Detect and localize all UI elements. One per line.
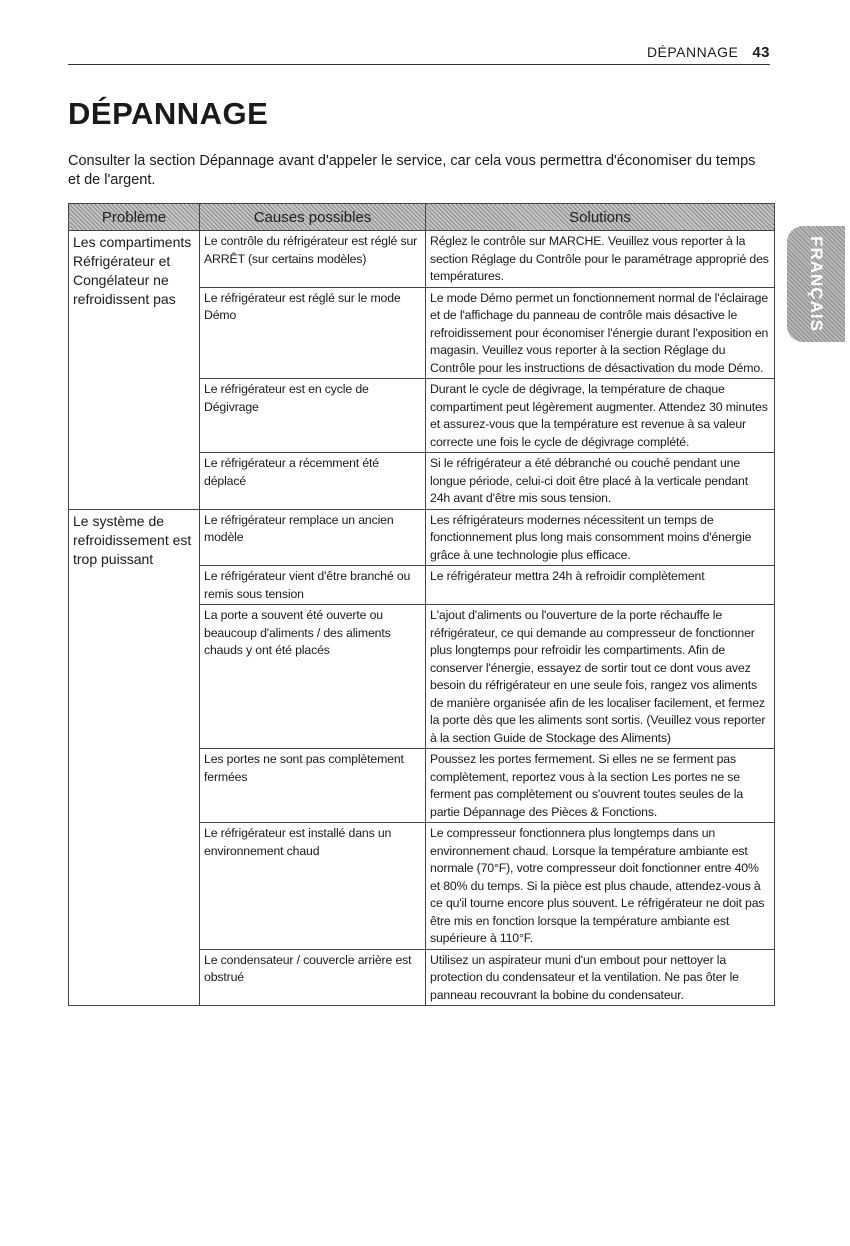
solution-cell: Durant le cycle de dégivrage, la température de chaque compartiment peut légèrement augmenter. Attendez 30 minutes et assurez-vous que la température est revenue à sa valeur correcte une fois le cycle de dégivrage complété. (426, 379, 775, 453)
running-header (68, 44, 770, 65)
solution-cell: Utilisez un aspirateur muni d'un embout pour nettoyer la protection du condensateur et la ventilation. Ne pas ôter le panneau recouvrant la bobine du condensateur. (426, 949, 775, 1006)
cause-cell: Le réfrigérateur est en cycle de Dégivrage (200, 379, 426, 453)
solution-cell: L'ajout d'aliments ou l'ouverture de la porte réchauffe le réfrigérateur, ce qui demande au compresseur de fonctionner plus longtemps pour refroidir les compartiments. Afin de conserver l'énergie, essayez de sortir tout ce dont vous avez besoin du réfrigérateur en une seule fois, rangez vos aliments de manière organisée afin de les localiser facilement, et fermez la porte dès que les aliments sont sortis. (Veuillez vous reporter à la section Guide de Stockage des Aliments) (426, 605, 775, 749)
language-side-tab-label: FRANÇAIS (807, 236, 826, 332)
header-solutions: Solutions (426, 204, 775, 231)
solution-cell: Les réfrigérateurs modernes nécessitent un temps de fonctionnement plus long mais consomment moins d'énergie grâce à une technologie plus efficace. (426, 509, 775, 566)
solution-cell: Réglez le contrôle sur MARCHE. Veuillez vous reporter à la section Réglage du Contrôle pour le paramétrage approprié des températures. (426, 231, 775, 288)
cause-cell: Le contrôle du réfrigérateur est réglé sur ARRÊT (sur certains modèles) (200, 231, 426, 288)
cause-cell: Le réfrigérateur a récemment été déplacé (200, 453, 426, 510)
solution-cell: Le réfrigérateur mettra 24h à refroidir complètement (426, 566, 775, 605)
cause-cell: Le réfrigérateur remplace un ancien modèle (200, 509, 426, 566)
troubleshooting-table (68, 203, 775, 1006)
page-number: 43 (752, 44, 770, 61)
cause-cell: Le réfrigérateur est installé dans un environnement chaud (200, 823, 426, 950)
header-section-name: DÉPANNAGE (646, 44, 739, 60)
table-row (69, 509, 775, 566)
solution-cell: Si le réfrigérateur a été débranché ou couché pendant une longue période, celui-ci doit être placé à la verticale pendant 24h avant d'être mis sous tension. (426, 453, 775, 510)
solution-cell: Poussez les portes fermement. Si elles ne se ferment pas complètement, reportez vous à la section Les portes ne se ferment pas complètement ou s'ouvrent toutes seules de la partie Dépannage des Pièces & Fonctions. (426, 749, 775, 823)
cause-cell: Le condensateur / couvercle arrière est obstrué (200, 949, 426, 1006)
cause-cell: Le réfrigérateur est réglé sur le mode Démo (200, 287, 426, 379)
solution-cell: Le mode Démo permet un fonctionnement normal de l'éclairage et de l'affichage du panneau de contrôle mais désactive le refroidissement pour économiser l'énergie durant l'exposition en magasin. Veuillez vous reporter à la section Réglage du Contrôle pour les instructions de désactivation du mode Démo. (426, 287, 775, 379)
cause-cell: Le réfrigérateur vient d'être branché ou remis sous tension (200, 566, 426, 605)
intro-paragraph: Consulter la section Dépannage avant d'appeler le service, car cela vous permettra d'économiser du temps et de l'argent. (68, 153, 756, 188)
page-title: DÉPANNAGE (68, 96, 269, 131)
table-header-row (69, 204, 775, 231)
header-causes: Causes possibles (200, 204, 426, 231)
header-problem: Problème (69, 204, 200, 231)
cause-cell: Les portes ne sont pas complètement fermées (200, 749, 426, 823)
table-row (69, 231, 775, 288)
problem-cell: Le système de refroidissement est trop puissant (69, 509, 200, 1006)
language-side-tab (787, 226, 845, 342)
cause-cell: La porte a souvent été ouverte ou beaucoup d'aliments / des aliments chauds y ont été placés (200, 605, 426, 749)
solution-cell: Le compresseur fonctionnera plus longtemps dans un environnement chaud. Lorsque la température ambiante est normale (70°F), votre compresseur doit fonctionner entre 40% et 80% du temps. Si la pièce est plus chaude, attendez-vous à ce qu'il tourne encore plus souvent. Le réfrigérateur ne doit pas être mis en fonction lorsque la température ambiante est supérieure à 110°F. (426, 823, 775, 950)
problem-cell: Les compartiments Réfrigérateur et Congélateur ne refroidissent pas (69, 231, 200, 510)
